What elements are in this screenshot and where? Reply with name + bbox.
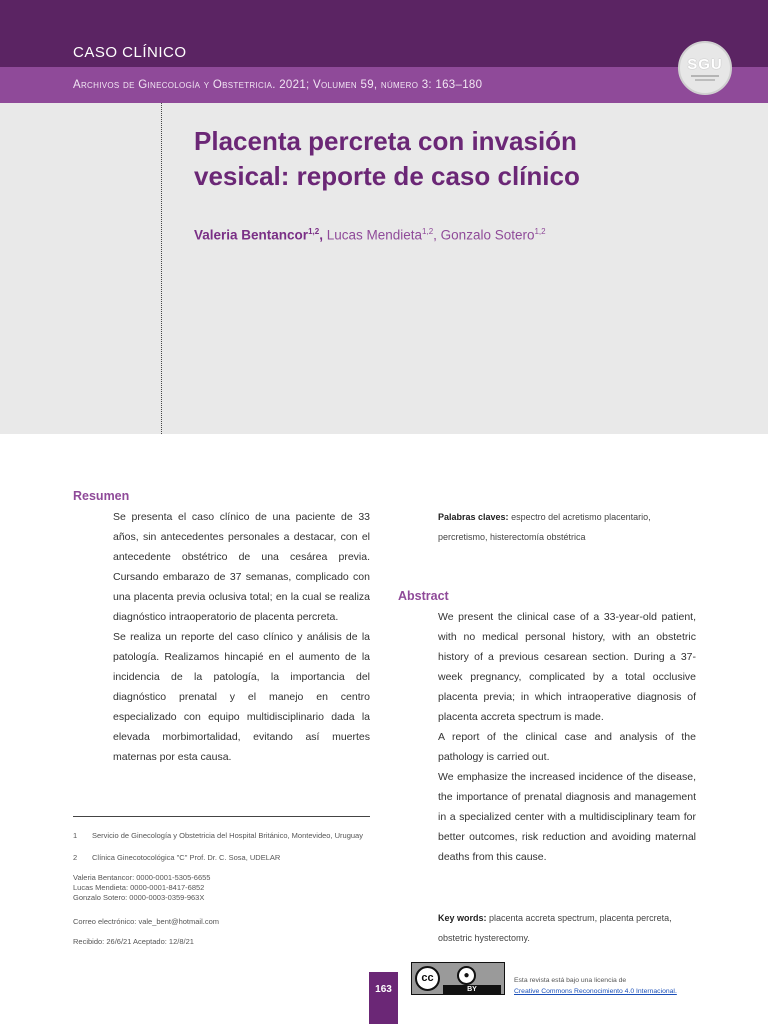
journal-citation: Archivos de Ginecología y Obstetricia. 2021; Volumen 59, número 3: 163–180 bbox=[73, 79, 483, 91]
dates-line: Recibido: 26/6/21 Aceptado: 12/8/21 bbox=[73, 937, 194, 946]
author-affiliation: 1,2 bbox=[308, 227, 320, 236]
abstract-body bbox=[438, 607, 696, 867]
orcid-entry: Valeria Bentancor: 0000-0001-5305-6655 bbox=[73, 873, 211, 882]
orcid-entry: Lucas Mendieta: 0000-0001-8417-6852 bbox=[73, 883, 205, 892]
cc-icon: cc bbox=[415, 966, 440, 991]
footnote-rule bbox=[73, 816, 370, 817]
abstract-paragraph: We present the clinical case of a 33-year-old patient, with no medical personal history, with an obstetric history of a previous cesarean section. During a 37-week pregnancy, complicated by a total occlusive placenta previa; in which intraoperative diagnosis of placenta accreta spectrum is made. bbox=[438, 611, 696, 723]
license-note bbox=[514, 975, 677, 997]
email-line: Correo electrónico: vale_bent@hotmail.com bbox=[73, 917, 220, 926]
key-words bbox=[438, 908, 696, 948]
person-icon: ● bbox=[457, 966, 476, 985]
page-number: 163 bbox=[375, 984, 392, 995]
resumen-body bbox=[113, 507, 370, 767]
license-text: Esta revista está bajo una licencia de bbox=[514, 977, 627, 984]
dotted-divider bbox=[161, 103, 162, 434]
key-words-label: Key words: bbox=[438, 913, 487, 923]
key-words-text: placenta accreta spectrum, placenta percreta, obstetric hysterectomy. bbox=[438, 913, 672, 943]
page-number-box bbox=[369, 972, 398, 1024]
orcid-entry: Gonzalo Sotero: 0000-0003-0359-963X bbox=[73, 893, 205, 902]
footnote-text: Clínica Ginecotocológica "C" Prof. Dr. C. Sosa, UDELAR bbox=[92, 853, 281, 862]
footnote-number: 1 bbox=[73, 831, 78, 840]
author-name: Valeria Bentancor bbox=[194, 227, 309, 243]
abstract-paragraph: We emphasize the increased incidence of the disease, the importance of prenatal diagnosis and management in a specialized center with a multidisciplinary team for better outcomes, risk reduction and avoiding maternal deaths from this cause. bbox=[438, 771, 696, 863]
by-label: BY bbox=[443, 985, 501, 994]
abstract-heading: Abstract bbox=[398, 589, 449, 603]
resumen-paragraph: Se realiza un reporte del caso clínico y análisis de la patología. Realizamos hincapié en el aumento de la incidencia de la patología, la importancia del diagnóstico prenatal y el manejo en centro especializado con equipo multidisciplinario dada la elevada morbimortalidad, evitando así muertes maternas por esta causa. bbox=[113, 631, 370, 763]
license-link[interactable]: Creative Commons Reconocimiento 4.0 Internacional. bbox=[514, 988, 677, 995]
palabras-claves bbox=[438, 507, 696, 547]
author-affiliation: 1,2 bbox=[422, 227, 434, 236]
cc-license-badge[interactable] bbox=[411, 962, 505, 995]
footnote bbox=[73, 831, 368, 841]
abstract-paragraph: A report of the clinical case and analysis of the pathology is carried out. bbox=[438, 731, 696, 763]
resumen-heading: Resumen bbox=[73, 489, 130, 503]
society-logo bbox=[678, 41, 732, 95]
resumen-paragraph: Se presenta el caso clínico de una paciente de 33 años, sin antecedentes personales a destacar, con el antecedente obstétrico de una cesárea previa. Cursando embarazo de 37 semanas, complicado con una placenta previa oclusiva total; en la cual se realiza diagnóstico intraoperatorio de placenta percreta. bbox=[113, 511, 370, 623]
palabras-claves-label: Palabras claves: bbox=[438, 512, 509, 522]
author-name: Gonzalo Sotero bbox=[440, 227, 535, 243]
palabras-claves-text: espectro del acretismo placentario, percretismo, histerectomía obstétrica bbox=[438, 512, 651, 542]
footnote-text: Servicio de Ginecología y Obstetricia del Hospital Británico, Montevideo, Uruguay bbox=[92, 831, 363, 840]
orcid-list bbox=[73, 873, 210, 903]
footnote bbox=[73, 853, 368, 863]
logo-text: SGU bbox=[687, 56, 723, 73]
section-label: CASO CLÍNICO bbox=[73, 44, 187, 61]
author-affiliation: 1,2 bbox=[534, 227, 546, 236]
author-name: Lucas Mendieta bbox=[326, 227, 423, 243]
article-title: Placenta percreta con invasión vesical: reporte de caso clínico bbox=[194, 126, 580, 191]
footnote-number: 2 bbox=[73, 853, 78, 862]
author-list: Valeria Bentancor$^{1,2}$, Lucas Mendieta$^{1,2}$, Gonzalo Sotero$^{1,2}$ bbox=[194, 227, 546, 243]
